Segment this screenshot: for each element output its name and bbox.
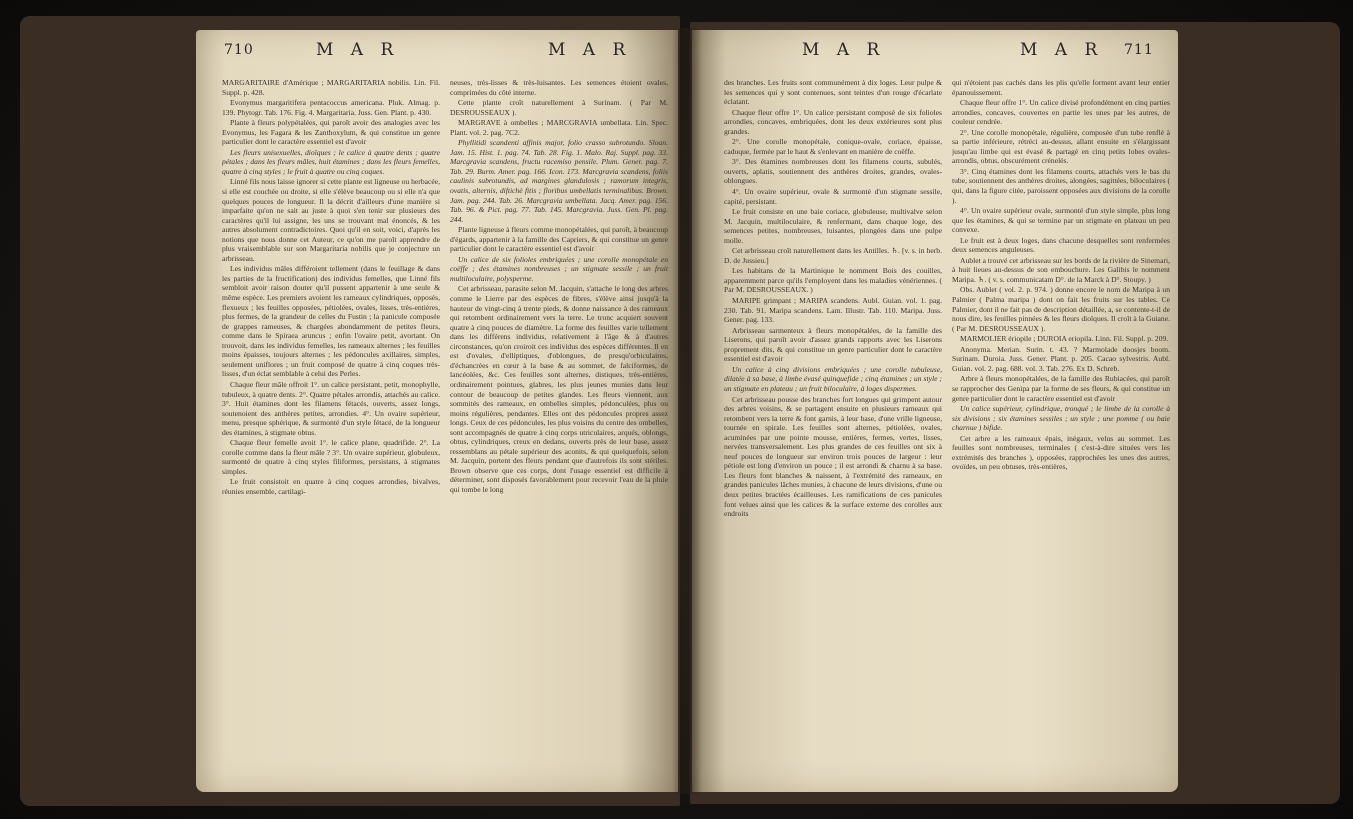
paragraph: Arbrisseau sarmenteux à fleurs monopétalées, de la famille des Liserons, qui paroît avoir d'assez grands rapports avec les Liserons proprement dits, & qui constitue un genre particulier dont le caractère essentiel est d'avoir bbox=[724, 325, 942, 364]
paragraph: Chaque fleur offre 1°. Un calice divisé profondément en cinq parties arrondies, concaves, couvertes en partie les unes par les autres, de couleur cendrée. bbox=[952, 98, 1170, 127]
paragraph: Les habitans de la Martinique le nomment Bois des couilles, apparemment parce qu'ils l'employent dans les maladies vénériennes. ( Par M. DESROUSSEAUX. ) bbox=[724, 266, 942, 295]
paragraph: MARGRAVE à ombelles ; MARCGRAVIA umbellata. Lin. Spec. Plant. vol. 2. pag. 7C2. bbox=[450, 118, 668, 137]
running-head-2: M A R bbox=[1020, 40, 1104, 60]
paragraph: Chaque fleur mâle offroit 1°. un calice persistant, petit, monophylle, tubuleux, à quatre dents. 2°. Quatre pétales arrondis, attachés au calice. 3°. Huit étamines dont les filamens fétacés, ouverts, assez longs, soutenoient des anthères petites, arrondies. 4°. Un ovaire supérieur, menu, presque sphérique, & surmonté d'un style fétacé, de la longueur des étamines, à stigmate obtus. bbox=[222, 379, 440, 437]
paragraph: Plante à fleurs polypétalées, qui paroît avoir des analogies avec les Evonymus, les Fagara & les Zanthoxylum, & qui constitue un genre particulier dont le caractère essentiel est d'avoir bbox=[222, 118, 440, 147]
paragraph: Les individus mâles différoient tellement (dans le feuillage & dans les parties de la fructification) des individus femelles, que Linné fils sembloit avoir raison douter qu'il pussent appartenir à une seule & même espèce. Les premiers avoient les rameaux cylindriques, opposés, flexueux ; les feuilles opposées, pétiolées, ovales, lisses, très-entières, plus fermes, de la grandeur de celles du Fustin ; la panicule composée de grappes rameuses, & chargées abondamment de petites fleurs, comme dans le Spiraea aruncus ; enfin l'ovaire petit, avortant. On trouvoit, dans les individus femelles, les rameaux alternes ; les feuilles moins épaisses, toujours alternes ; les pédoncules axillaires, simples, seulement uniflores ; un fruit composé de quatre à cinq coques très-lisses, d'un éclat semblable à celui des Perles. bbox=[222, 264, 440, 379]
paragraph: Linné fils nous laisse ignorer si cette plante est ligneuse ou herbacée, si elle est couchée ou droite, si elle s'élève beaucoup ou si elle n'a que quelques pouces de longueur. Il la décrit d'ailleurs d'une manière si imparfaite qu'on ne sait au juste à quoi s'en tenir sur plusieurs des caractères qu'il lui assigne, les uns se trouvant mal énoncés, & les autres absolument contradictoires. Quoi qu'il en soit, voici, d'après les notions que nous donne cet Auteur, ce qu'on me paroît apprendre de plus vraisemblable sur son Margaritaria nobilis que je conjecture un arbrisseau. bbox=[222, 177, 440, 263]
paragraph: Evonymus margaritifera pentacoccus americana. Pluk. Almag. p. 139. Phytogr. Tab. 176. Fig. 4. Margaritaria. Juss. Gen. Plant. p. 430. bbox=[222, 98, 440, 117]
paragraph: Un calice à cinq divisions embriquées ; une corolle tubuleuse, dilatée à sa base, à limbe évasé quinquefide ; cinq étamines ; un style ; un stigmate en plateau ; un fruit biloculaire, à loges dispermes. bbox=[724, 364, 942, 393]
paragraph: Anonyma. Merian. Surin. t. 43. ? Marmolade doosjes boom. Surinam. Duroia. Juss. Gener. Plant. p. 205. Cacao sylvestris. Aubl. Guian. vol. 2. pag. 688. vol. 3. Tab. 276. Ex D. Schreb. bbox=[952, 344, 1170, 373]
paragraph: 2°. Une corolle monopétale, régulière, composée d'un tube renflé à sa partie inférieure, rétréci au-dessus, allant ensuite en s'élargissant jusqu'au limbe qui est évasé & partagé en cinq petits lobes ovales-arrondis, obtus, obscurément crénelés. bbox=[952, 127, 1170, 166]
right-column-2 bbox=[952, 78, 1170, 782]
page-number: 711 bbox=[1124, 42, 1154, 58]
paragraph: Cet arbre a les rameaux épais, inégaux, velus au sommet. Les feuilles sont nombreuses, terminales ( c'est-à-dire situées vers les extrémités des branches ), opposées, rapprochées les unes des autres, ovoïdes, un peu obtuses, très-entières, bbox=[952, 433, 1170, 472]
paragraph: 3°. Des étamines nombreuses dont les filamens courts, subulés, ouverts, aplatis, soutiennent des anthères droites, grandes, ovales-oblongues. bbox=[724, 157, 942, 186]
paragraph: qui n'étoient pas cachés dans les plis qu'elle forment avant leur entier épanouissement. bbox=[952, 78, 1170, 97]
paragraph: Chaque fleur offre 1°. Un calice persistant composé de six folioles arrondies, concaves, embriquées, dont les deux extérieures sont plus grandes. bbox=[724, 107, 942, 136]
paragraph: MARMOLIER ériopile ; DUROIA eriopila. Linn. Fil. Suppl. p. 209. bbox=[960, 334, 1169, 344]
paragraph: neuses, très-lisses & très-luisantes. Les semences étoient ovales, comprimées du côté interne. bbox=[450, 78, 668, 97]
left-column-2 bbox=[450, 78, 668, 782]
right-page-header bbox=[692, 36, 1178, 62]
page-number: 710 bbox=[224, 42, 254, 58]
running-head: M A R bbox=[802, 40, 886, 60]
paragraph: Obs. Aublet ( vol. 2. p. 974. ) donne encore le nom de Maripa à un Palmier ( Palma maripa ) dont on fait les fruits sur les tables. Ce Palmier, dont il ne fait pas de description détaillée, a, se contente-t-il de nous dire, les feuilles pinnées & les fleurs dioïques. Il croît à la Guiane. ( Par M. DESROUSSEAUX ). bbox=[952, 285, 1170, 333]
running-head-2: M A R bbox=[548, 40, 632, 60]
paragraph: des branches. Les fruits sont communément à dix loges. Leur pulpe & les semences qui y sont contenues, sont teintes d'un rouge d'écarlate éclatant. bbox=[724, 78, 942, 107]
paragraph: Un calice de six folioles embriquées ; une corolle monopétale en coëffe ; des étamines nombreuses ; un stigmate sessile ; un fruit multiloculaire, polysperme. bbox=[450, 254, 668, 283]
left-page-header bbox=[196, 36, 678, 62]
paragraph: Le fruit est à deux loges, dans chacune desquelles sont renfermées deux semences anguleuses. bbox=[952, 235, 1170, 255]
paragraph: 3°. Cinq étamines dont les filamens courts, attachés vers le bas du tube, soutiennent des anthères droites, alongées, sagittées, biloculaires ( qui, dans la figure citée, paroissent opposées aux divisions de la corolle ). bbox=[952, 166, 1170, 205]
paragraph: MARGARITAIRE d'Amérique ; MARGARITARIA nobilis. Lin. Fil. Suppl. p. 428. bbox=[222, 78, 440, 97]
paragraph: Cette plante croît naturellement à Surinam. ( Par M. DESROUSSEAUX ). bbox=[450, 98, 668, 117]
paragraph: Cet arbrisseau, parasite selon M. Jacquin, s'attache le long des arbres comme le Lierre par des espèces de fibres, s'élève ainsi jusqu'à la hauteur de vingt-cinq à trente pieds, & donne naissance à des rameaux qui retombent ordinairement vers la terre. Le tronc acquiert souvent quatre à cinq pouces de diamètre. La forme des feuilles varie tellement dans les différens individus, relativement à l'âge & à d'autres circonstances, qu'on croiroit ces individus des espèces différentes. Il en est d'ovales, d'elliptiques, d'oblongues, de presqu'orbiculaires, d'échancrées en cœur à la base & au sommet, de falciformes, de lancéolées, &c. Ces feuilles sont alternes, distiques, très-entières, ordinairement pointues, glabres, les plus jeunes munies dans leur contour de beaucoup de petites glandes. Les fleurs viennent, aux sommités des rameaux, en ombelles simples, pédonculées, plus ou moins régulières, pendantes. Elles ont des pédoncules propres assez longs. Ceux de ces pédoncules, les plus voisins du centre des ombelles, sont accompagnés de quatre à cinq corps utriculaires, arqués, oblongs, obtus, cylindriques, creux en dedans, ouverts près de leur base, assez ressemblans au pétale supérieur des aconits, & qui quelquefois, selon M. Jacquin, portent des fleurs pendant que d'autrefois ils sont stériles. Brown observe que ces corps, dont l'usage essentiel est difficile à déterminer, sont disposés favorablement pour recevoir l'eau de la pluie qui tombe le long bbox=[450, 284, 668, 494]
paragraph: 4°. Un ovaire supérieur ovale, surmonté d'un style simple, plus long que les étamines, & qui se termine par un stigmate en plateau un peu convexe. bbox=[952, 206, 1170, 235]
paragraph: Plante ligneuse à fleurs comme monopétalées, qui paroît, à beaucoup d'égards, appartenir à la famille des Capriers, & qui constitue un genre particulier dont le caractère essentiel est d'avoir bbox=[450, 225, 668, 254]
paragraph: Un calice supérieur, cylindrique, tronqué ; le limbe de la corolle à six divisions ; six étamines sessiles ; un style ; une pomme ( ou baie charnue ) bifide. bbox=[952, 404, 1170, 433]
paragraph: Phyllitidi scandenti affinis major, folio crasso subrotundo. Sloan. Jam. 15. Hist. 1. pag. 74. Tab. 28. Fig. 1. Malo. Raj. Suppl. pag. 33. Marcgravia scandens, fructu racemiso pensile. Plum. Gener. pag. 7. Tab. 29. Burm. Amer. pag. 166. Icon. 173. Marcgravia scandens, foliis caulinis subrotundis, ad margines glandulosis ; ramorum integris, ovatis, alternis, diftichè fitis ; floribus umbellatis terminalibus. Brown. Jam. pag. 244. Tab. 26. Marcgravia umbellata. Jacq. Amer. pag. 156. Tab. 96. & Pict. pag. 77. Tab. 145. Marcgravia. Juss. Gen. Pl. pag. 244. bbox=[450, 138, 668, 224]
paragraph: 4°. Un ovaire supérieur, ovale & surmonté d'un stigmate sessile, capité, persistant. bbox=[724, 187, 942, 206]
paragraph: Chaque fleur femelle avoit 1°. le calice plane, quadrifide. 2°. La corolle comme dans la fleur mâle ? 3°. Un ovaire supérieur, globuleux, surmonté de quatre à cinq styles filiformes, persistans, à stigmates simples. bbox=[222, 438, 440, 476]
paragraph: Aublet a trouvé cet arbrisseau sur les bords de la rivière de Sinemari, à huit lieues au-dessus de son embouchure. Les Galibis le nomment Maripa. ♄. ( v. s. communicatam D°. de la Marck à D°. Stoupy. ) bbox=[952, 255, 1170, 284]
left-page bbox=[196, 30, 678, 792]
paragraph: Arbre à fleurs monopétalées, de la famille des Rubiacées, qui paroît se rapprocher des Genipa par la forme de ses fleurs, & qui constitue un genre particulier dont le caractère essentiel est d'avoir bbox=[952, 374, 1170, 403]
running-head: M A R bbox=[316, 40, 400, 60]
paragraph: MARIPE grimpant ; MARIPA scandens. Aubl. Guian. vol. 1. pag. 230. Tab. 91. Maripa scandens. Lam. Illustr. Tab. 110. Maripa. Juss. Gener. pag. 133. bbox=[724, 296, 942, 325]
left-column-1 bbox=[222, 78, 440, 782]
paragraph: Le fruit consiste en une baie coriace, globuleuse, multivalve selon M. Jacquin, multiloculaire, & renfermant, dans chaque loge, des semences petites, nombreuses, luisantes, plongées dans une pulpe molle. bbox=[724, 207, 942, 245]
paragraph: Les fleurs unisexuelles, dioïques ; le calice à quatre dents ; quatre pétales ; dans les fleurs mâles, huit étamines ; dans les fleurs femelles, quatre à cinq styles ; le fruit à quatre ou cinq coques. bbox=[222, 147, 440, 176]
paragraph: Cet arbrisseau croît naturellement dans les Antilles. ♄. [v. s. in herb. D. de Jussieu.] bbox=[724, 246, 942, 265]
paragraph: 2°. Une corolle monopétale, conique-ovale, coriace, épaisse, caduque, fermée par le haut & s'enlevant en manière de coëffe. bbox=[724, 137, 942, 156]
right-page bbox=[692, 30, 1178, 792]
paragraph: Cet arbrisseau pousse des branches fort longues qui grimpent autour des arbres voisins, & se partagent ensuite en plusieurs rameaux qui retombent vers la terre & font garnis, à leur base, d'une vrille ligneuse, tournée en spirale. Les feuilles sont alternes, pétiolées, ovales, acuminées par une pointe mousse, entières, fermes, vertes, lisses, nervées transversalement. Les plus grandes de ces feuilles ont six à neuf pouces de longueur sur environ trois pouces de largeur : leur pétiole est long d'environ un pouce ; il est arrondi & charnu à sa base. Les fleurs font blanches & naissent, à l'extrémité des rameaux, en grandes panicules lâches munies, à chacune de leurs divisions, d'une ou deux petites bractées écailleuses. Les ramifications de ces panicules font velues ainsi que les calices & la surface externe des corolles aux endroits bbox=[724, 394, 942, 519]
right-column-1 bbox=[724, 78, 942, 782]
book-gutter bbox=[672, 28, 702, 794]
paragraph: Le fruit consistoit en quatre à cinq coques arrondies, bivalves, réunies ensemble, cartilagi- bbox=[222, 477, 440, 496]
